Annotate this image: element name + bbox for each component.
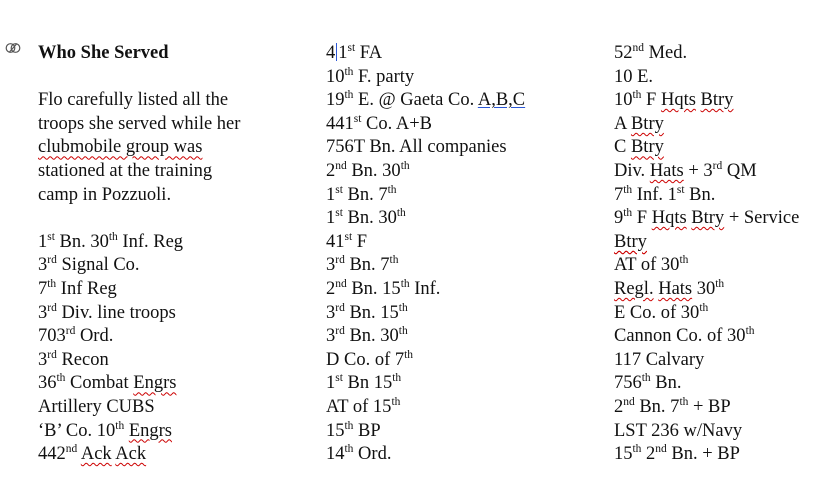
intro-line: Flo carefully listed all the xyxy=(38,90,229,111)
section-title: Who She Served xyxy=(38,43,169,63)
unit-entry: 10th F Hqts Btry xyxy=(614,89,734,111)
unit-entry: 9th F Hqts Btry + Service xyxy=(614,207,800,229)
unit-entry: 3rd Div. line troops xyxy=(38,301,176,323)
unit-entry: 15th BP xyxy=(326,419,381,441)
unit-entry: E Co. of 30th xyxy=(614,301,709,323)
unit-entry: A Btry xyxy=(614,113,664,134)
unit-entry: 36th Combat Engrs xyxy=(38,372,177,394)
column-2 xyxy=(326,42,596,467)
unit-entry: 4 1st FA xyxy=(326,41,383,63)
unit-entry: 52nd Med. xyxy=(614,41,688,63)
unit-entry: 3rd Bn. 30th xyxy=(326,324,408,347)
anchor-icon xyxy=(5,42,21,54)
unit-entry: 3rd Bn. 15th xyxy=(326,301,408,323)
unit-entry: LST 236 w/Navy xyxy=(614,420,743,441)
unit-entry: 14th Ord. xyxy=(326,442,392,465)
column-1 xyxy=(38,42,298,467)
unit-entry: 41st F xyxy=(326,230,368,252)
unit-entry: 2nd Bn. 30th xyxy=(326,159,410,181)
unit-entry: 7th Inf Reg xyxy=(38,277,117,299)
intro-line: camp in Pozzuoli. xyxy=(38,184,172,205)
unit-entry: 3rd Bn. 7th xyxy=(326,254,399,276)
intro-line: troops she served while her xyxy=(38,113,241,134)
unit-entry: 10th F. party xyxy=(326,65,415,87)
unit-entry: 15th 2nd Bn. + BP xyxy=(614,442,740,465)
unit-entry: AT of 15th xyxy=(326,395,401,417)
unit-entry: 3rd Signal Co. xyxy=(38,254,140,276)
unit-entry: 756T Bn. All companies xyxy=(326,137,507,158)
unit-entry: 3rd Recon xyxy=(38,348,109,370)
unit-entry: C Btry xyxy=(614,137,664,158)
unit-entry: D Co. of 7th xyxy=(326,348,414,370)
unit-entry: 2nd Bn. 15th Inf. xyxy=(326,277,441,299)
unit-entry: 1st Bn. 30th xyxy=(326,207,406,229)
unit-entry: 117 Calvary xyxy=(614,349,705,370)
unit-entry: 19th E. @ Gaeta Co. A,B,C xyxy=(326,89,526,111)
unit-entry: Div. Hats + 3rd QM xyxy=(614,159,757,181)
text-cursor xyxy=(336,43,337,61)
unit-entry: 2nd Bn. 7th + BP xyxy=(614,395,731,417)
unit-entry: 756th Bn. xyxy=(614,372,682,394)
unit-entry: 703rd Ord. xyxy=(38,324,114,347)
unit-entry: 7th Inf. 1st Bn. xyxy=(614,183,716,205)
unit-entry: Artillery CUBS xyxy=(38,396,155,417)
unit-entry: 1st Bn. 7th xyxy=(326,183,397,205)
unit-entry: 10 E. xyxy=(614,66,654,87)
unit-entry: Cannon Co. of 30th xyxy=(614,324,755,347)
unit-entry: 441st Co. A+B xyxy=(326,112,432,134)
unit-entry: 1st Bn. 30th Inf. Reg xyxy=(38,230,184,252)
intro-line: clubmobile group was xyxy=(38,137,203,158)
unit-entry: 1st Bn 15th xyxy=(326,372,402,394)
column-3 xyxy=(614,42,840,467)
unit-entry: AT of 30th xyxy=(614,254,689,276)
unit-entry: ‘B’ Co. 10th Engrs xyxy=(38,419,172,441)
unit-entry: 442nd Ack Ack xyxy=(38,442,147,465)
intro-line: stationed at the training xyxy=(38,160,213,181)
unit-entry: Btry xyxy=(614,231,647,252)
unit-entry: Regl. Hats 30th xyxy=(614,277,725,299)
